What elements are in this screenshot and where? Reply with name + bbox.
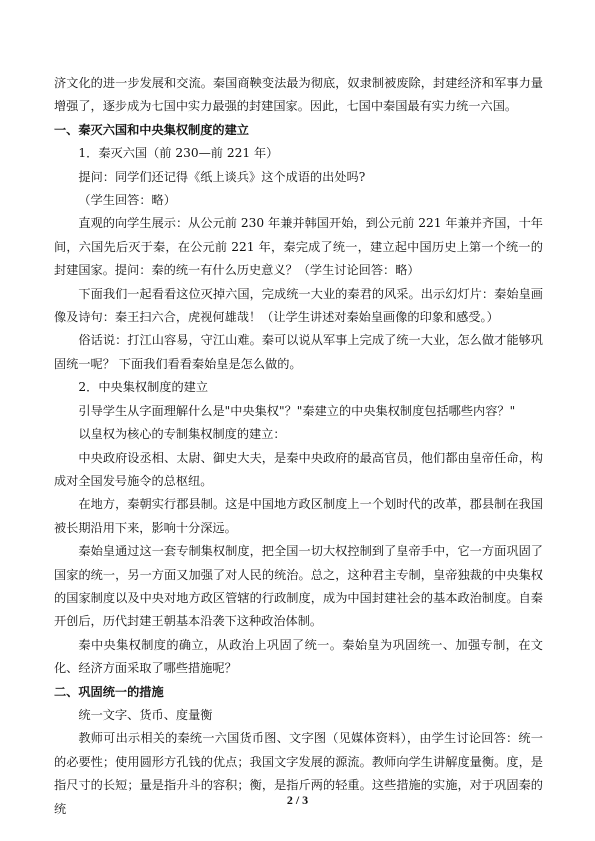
paragraph-intro-continuation: 济文化的进一步发展和交流。秦国商鞅变法最为彻底，奴隶制被废除，封建经济和军事力量增强了，逐步成为七国中实力最强的封建国家。因此，七国中秦国最有实力统一六国。 xyxy=(54,76,543,114)
section-heading-2: 二、巩固统一的措施 xyxy=(54,684,164,699)
paragraph-imperial-system: 以皇权为核心的专制集权制度的建立： xyxy=(78,427,286,442)
paragraph-student-answer: （学生回答：略） xyxy=(78,193,176,208)
subsection-heading-qin-conquest: 1．秦灭六国（前 230—前 221 年） xyxy=(78,146,279,161)
paragraph-question-idiom: 提问：同学们还记得《纸上谈兵》这个成语的出处吗? xyxy=(78,169,366,184)
paragraph-central-government: 中央政府设丞相、太尉、御史大夫，是秦中央政府的最高官员，他们都由皇帝任命，构成对全国发号施令的总枢纽。 xyxy=(54,450,543,488)
paragraph-consolidation-question: 秦中央集权制度的确立，从政治上巩固了统一。秦始皇为巩固统一、加强专制，在文化、经济方面采取了哪些措施呢？ xyxy=(54,637,543,676)
paragraph-guide-students: 引导学生从字面理解什么是"中央集权"？"秦建立的中央集权制度包括哪些内容？" xyxy=(78,403,516,418)
section-heading-1: 一、秦灭六国和中央集权制度的建立 xyxy=(54,122,249,137)
subsection-heading-centralization: 2．中央集权制度的建立 xyxy=(78,380,209,395)
paragraph-unification-timeline: 直观的向学生展示：从公元前 230 年兼并韩国开始，到公元前 221 年兼并齐国，十年间，六国先后灭于秦，在公元前 221 年，秦完成了统一，建立起中国历史上第一个统一的封建国家。提问：秦的统一有什么历史意义？（学生讨论回答：略） xyxy=(54,216,543,278)
paragraph-prefecture-county: 在地方，秦朝实行郡县制。这是中国地方政区制度上一个划时代的改革，郡县制在我国被长期沿用下来，影响十分深远。 xyxy=(54,497,543,535)
document-page xyxy=(54,72,543,821)
paragraph-autocracy-summary: 秦始皇通过这一套专制集权制度，把全国一切大权控制到了皇帝手中，它一方面巩固了国家的统一，另一方面又加强了对人民的统治。总之，这种君主专制，皇帝独裁的中央集权的国家制度以及中央对地方政区管辖的行政制度，成为中国封建社会的基本政治制度。自秦开创后，历代封建王朝基本沿袭下这种政治体制。 xyxy=(54,544,543,629)
page-number: 2 / 3 xyxy=(286,793,309,807)
paragraph-qin-portrait: 下面我们一起看看这位灭掉六国，完成统一大业的秦君的风采。出示幻灯片：秦始皇画像及诗句：秦王扫六合，虎视何雄哉！（让学生讲述对秦始皇画像的印象和感受。） xyxy=(54,286,543,325)
paragraph-proverb: 俗话说：打江山容易，守江山难。秦可以说从军事上完成了统一大业，怎么做才能够巩固统一呢？ 下面我们看看秦始皇是怎么做的。 xyxy=(54,333,543,371)
paragraph-standardization: 统一文字、货币、度量衡 xyxy=(78,707,213,722)
paragraph-teacher-materials: 教师可出示相关的秦统一六国货币图、文字图（见媒体资料），由学生讨论回答：统一的必要性；使用圆形方孔钱的优点；我国文字发展的源流。教师向学生讲解度量衡。度，是指尺寸的长短；量是指升斗的容积；衡，是指斤两的轻重。这些措施的实施，对于巩固秦的统 xyxy=(54,731,543,816)
